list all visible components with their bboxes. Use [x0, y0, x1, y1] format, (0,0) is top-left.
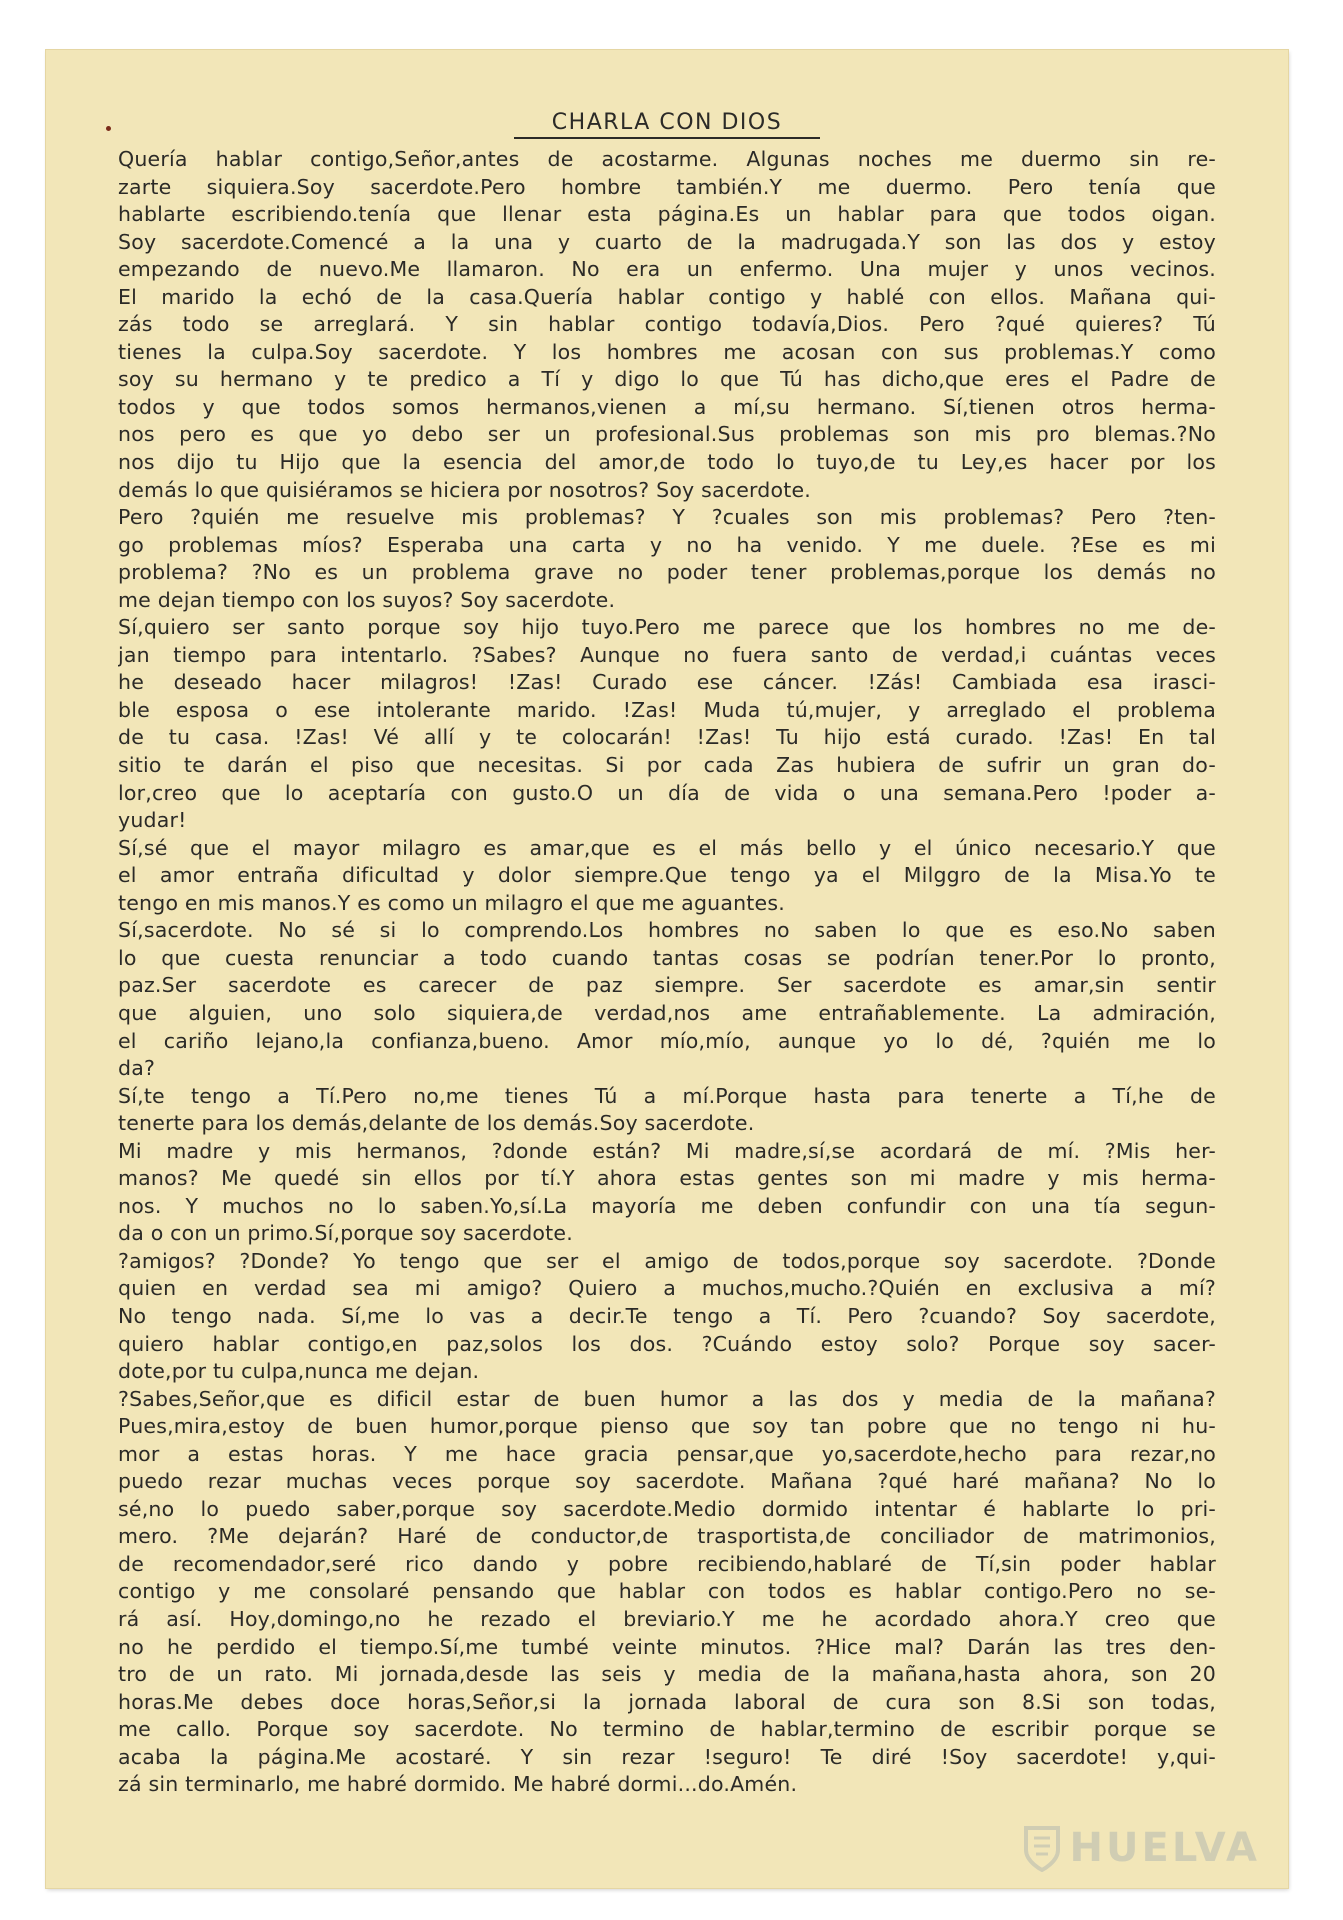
text-line: de tu casa. !Zas! Vé allí y te colocarán! !Zas! Tu hijo está curado. !Zas! En tal: [118, 725, 1216, 750]
text-line: todos y que todos somos hermanos,vienen a mí,su hermano. Sí,tienen otros herma-: [118, 394, 1216, 419]
text-line: Sí,te tengo a Tí.Pero no,me tienes Tú a mí.Porque hasta para tenerte a Tí,he de: [118, 1083, 1216, 1108]
text-line: yudar!: [118, 808, 187, 833]
text-line: dote,por tu culpa,nunca me dejan.: [118, 1359, 480, 1384]
text-line: mor a estas horas. Y me hace gracia pensar,que yo,sacerdote,hecho para rezar,no: [118, 1441, 1216, 1466]
text-line: que alguien, uno solo siquiera,de verdad,nos ame entrañablemente. La admiración,: [118, 1000, 1216, 1025]
text-line: zarte siquiera.Soy sacerdote.Pero hombre también.Y me duermo. Pero tenía que: [118, 174, 1216, 199]
text-line: de recomendador,seré rico dando y pobre recibiendo,hablaré de Tí,sin poder hablar: [118, 1551, 1216, 1576]
text-line: ?Sabes,Señor,que es dificil estar de buen humor a las dos y media de la mañana?: [118, 1386, 1216, 1411]
text-line: no he perdido el tiempo.Sí,me tumbé veinte minutos. ?Hice mal? Darán las tres den-: [118, 1634, 1216, 1659]
text-line: No tengo nada. Sí,me lo vas a decir.Te tengo a Tí. Pero ?cuando? Soy sacerdote,: [118, 1303, 1216, 1328]
text-line: contigo y me consolaré pensando que hablar con todos es hablar contigo.Pero no se-: [118, 1579, 1216, 1604]
text-line: lor,creo que lo aceptaría con gusto.O un día de vida o una semana.Pero !poder a-: [118, 780, 1216, 805]
text-line: he deseado hacer milagros! !Zas! Curado ese cáncer. !Zás! Cambiada esa irasci-: [118, 670, 1216, 695]
text-line: go problemas míos? Esperaba una carta y no ha venido. Y me duele. ?Ese es mi: [118, 532, 1216, 557]
text-line: demás lo que quisiéramos se hiciera por nosotros? Soy sacerdote.: [118, 477, 812, 502]
text-line: nos dijo tu Hijo que la esencia del amor,de todo lo tuyo,de tu Ley,es hacer por los: [118, 450, 1216, 475]
text-line: nos. Y muchos no lo saben.Yo,sí.La mayoría me deben confundir con una tía segun-: [118, 1193, 1216, 1218]
text-line: me callo. Porque soy sacerdote. No termino de hablar,termino de escribir porque se: [118, 1717, 1216, 1742]
text-line: El marido la echó de la casa.Quería hablar contigo y hablé con ellos. Mañana qui-: [118, 284, 1216, 309]
text-line: Pues,mira,estoy de buen humor,porque pienso que soy tan pobre que no tengo ni hu-: [118, 1414, 1216, 1439]
text-line: quiero hablar contigo,en paz,solos los dos. ?Cuándo estoy solo? Porque soy sacer-: [118, 1331, 1216, 1356]
text-line: Sí,sé que el mayor milagro es amar,que es el más bello y el único necesario.Y que: [118, 835, 1216, 860]
text-line: Soy sacerdote.Comencé a la una y cuarto de la madrugada.Y son las dos y estoy: [118, 229, 1216, 254]
text-line: empezando de nuevo.Me llamaron. No era un enfermo. Una mujer y unos vecinos.: [118, 257, 1216, 282]
paper-sheet: [46, 50, 1288, 1888]
text-line: zá sin terminarlo, me habré dormido. Me habré dormi...do.Amén.: [118, 1772, 798, 1797]
text-line: Mi madre y mis hermanos, ?donde están? Mi madre,sí,se acordará de mí. ?Mis her-: [118, 1138, 1216, 1163]
text-line: Pero ?quién me resuelve mis problemas? Y ?cuales son mis problemas? Pero ?ten-: [118, 505, 1216, 530]
text-line: ble esposa o ese intolerante marido. !Zas! Muda tú,mujer, y arreglado el problema: [118, 697, 1216, 722]
text-line: quien en verdad sea mi amigo? Quiero a muchos,mucho.?Quién en exclusiva a mí?: [118, 1276, 1216, 1301]
text-line: el cariño lejano,la confianza,bueno. Amor mío,mío, aunque yo lo dé, ?quién me lo: [118, 1028, 1216, 1053]
document-title: CHARLA CON DIOS: [514, 110, 820, 139]
text-line: tienes la culpa.Soy sacerdote. Y los hombres me acosan con sus problemas.Y como: [118, 339, 1216, 364]
text-line: puedo rezar muchas veces porque soy sacerdote. Mañana ?qué haré mañana? No lo: [118, 1469, 1216, 1494]
text-line: jan tiempo para intentarlo. ?Sabes? Aunque no fuera santo de verdad,i cuántas veces: [118, 642, 1216, 667]
text-line: da o con un primo.Sí,porque soy sacerdote.: [118, 1221, 573, 1246]
text-line: tro de un rato. Mi jornada,desde las seis y media de la mañana,hasta ahora, son 20: [118, 1662, 1216, 1687]
text-line: sitio te darán el piso que necesitas. Si por cada Zas hubiera de sufrir un gran do-: [118, 753, 1216, 778]
text-line: sé,no lo puedo saber,porque soy sacerdote.Medio dormido intentar é hablarte lo pri-: [118, 1496, 1216, 1521]
text-line: el amor entraña dificultad y dolor siempre.Que tengo ya el Milggro de la Misa.Yo te: [118, 863, 1216, 888]
text-line: rá así. Hoy,domingo,no he rezado el breviario.Y me he acordado ahora.Y creo que: [118, 1606, 1216, 1631]
text-line: Sí,sacerdote. No sé si lo comprendo.Los hombres no saben lo que es eso.No saben: [118, 918, 1216, 943]
text-line: nos pero es que yo debo ser un profesional.Sus problemas son mis pro blemas.?No: [118, 422, 1216, 447]
text-line: paz.Ser sacerdote es carecer de paz siempre. Ser sacerdote es amar,sin sentir: [118, 973, 1216, 998]
text-line: da?: [118, 1056, 156, 1081]
text-line: tenerte para los demás,delante de los demás.Soy sacerdote.: [118, 1111, 755, 1136]
text-line: lo que cuesta renunciar a todo cuando tantas cosas se podrían tener.Por lo pronto,: [118, 945, 1216, 970]
document-body: [118, 146, 1216, 1799]
text-line: Sí,quiero ser santo porque soy hijo tuyo.Pero me parece que los hombres no me de-: [118, 615, 1216, 640]
text-line: hablarte escribiendo.tenía que llenar esta página.Es un hablar para que todos oigan.: [118, 202, 1216, 227]
watermark-text: HUELVA: [1069, 1825, 1260, 1871]
shield-icon: [1022, 1824, 1062, 1872]
text-line: me dejan tiempo con los suyos? Soy sacerdote.: [118, 587, 616, 612]
title-container: [46, 110, 1288, 139]
text-line: mero. ?Me dejarán? Haré de conductor,de trasportista,de conciliador de matrimonios,: [118, 1524, 1216, 1549]
text-line: problema? ?No es un problema grave no poder tener problemas,porque los demás no: [118, 560, 1216, 585]
text-line: Quería hablar contigo,Señor,antes de acostarme. Algunas noches me duermo sin re-: [118, 147, 1216, 171]
text-line: acaba la página.Me acostaré. Y sin rezar !seguro! Te diré !Soy sacerdote! y,qui-: [118, 1744, 1216, 1769]
text-line: zás todo se arreglará. Y sin hablar contigo todavía,Dios. Pero ?qué quieres? Tú: [118, 312, 1216, 337]
text-line: ?amigos? ?Donde? Yo tengo que ser el amigo de todos,porque soy sacerdote. ?Donde: [118, 1248, 1216, 1273]
text-line: soy su hermano y te predico a Tí y digo lo que Tú has dicho,que eres el Padre de: [118, 367, 1216, 392]
text-line: horas.Me debes doce horas,Señor,si la jornada laboral de cura son 8.Si son todas,: [118, 1689, 1216, 1714]
text-line: manos? Me quedé sin ellos por tí.Y ahora estas gentes son mi madre y mis herma-: [118, 1166, 1216, 1191]
archive-watermark: [1022, 1824, 1260, 1872]
text-line: tengo en mis manos.Y es como un milagro el que me aguantes.: [118, 890, 785, 915]
